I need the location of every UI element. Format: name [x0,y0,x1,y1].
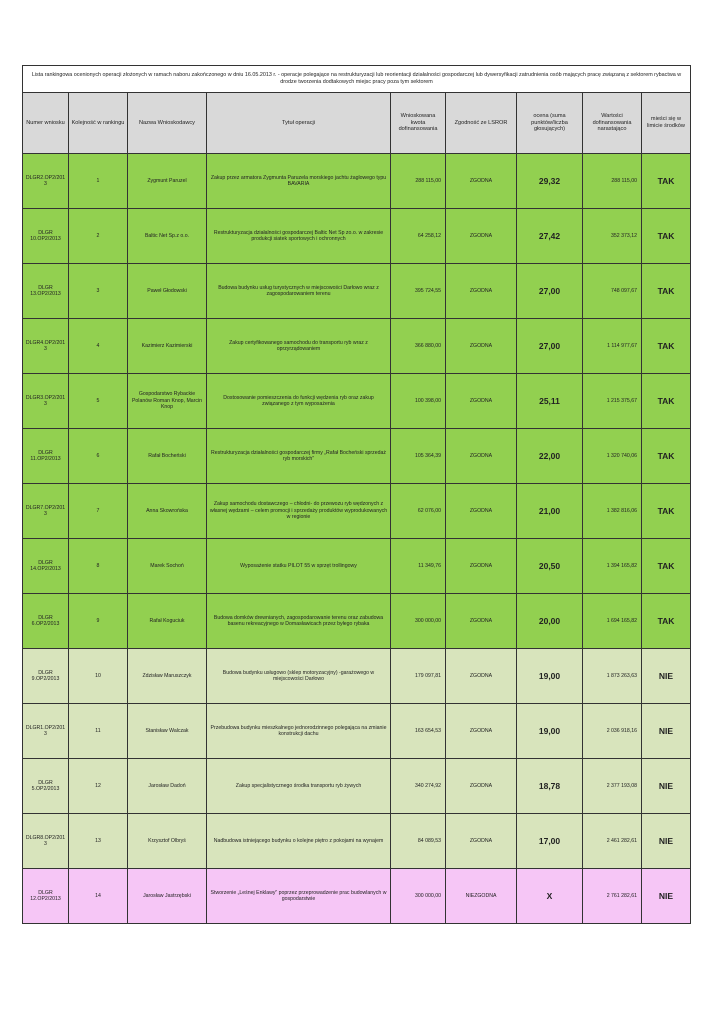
cell-lsror-compliance: ZGODNA [446,649,517,704]
cell-ranking-order: 10 [69,649,128,704]
cell-lsror-compliance: ZGODNA [446,814,517,869]
cell-score: 27,00 [517,319,583,374]
cell-ranking-order: 3 [69,264,128,319]
cell-within-limit: TAK [642,484,691,539]
cell-within-limit: NIE [642,869,691,924]
cell-applicant-name: Krzysztof Olbryś [128,814,207,869]
table-caption: Lista rankingowa ocenionych operacji złożonych w ramach naboru zakończonego w dniu 16.05.2013 r. - operacje polegające na restrukturyzacji lub reorientacji działalności gospodarczej lub dywersyfikacji zatrudnienia osób mających pracę związaną z sektorem rybactwa w drodze tworzenia dodtakowych miejsc pracy poza tym sektorem [23,66,691,93]
cell-score: 19,00 [517,649,583,704]
cell-cumulative-value: 2 461 282,61 [583,814,642,869]
cell-within-limit: TAK [642,594,691,649]
cell-lsror-compliance: ZGODNA [446,759,517,814]
cell-within-limit: TAK [642,374,691,429]
table-body [23,154,691,924]
cell-application-number: DLGR1.OP2/2013 [23,704,69,759]
cell-cumulative-value: 1 114 977,67 [583,319,642,374]
cell-applicant-name: Zdzisław Maruszczyk [128,649,207,704]
cell-within-limit: TAK [642,154,691,209]
cell-within-limit: NIE [642,649,691,704]
cell-lsror-compliance: NIEZGODNA [446,869,517,924]
cell-operation-title: Budowa domków drewnianych, zagospodarowanie terenu oraz zabudowa basenu rekreacyjnego w Domasławicach przez byłego rybaka [207,594,391,649]
cell-requested-amount: 100 398,00 [391,374,446,429]
cell-within-limit: TAK [642,319,691,374]
cell-within-limit: NIE [642,759,691,814]
cell-applicant-name: Jarosław Jastrzębski [128,869,207,924]
cell-score: 27,42 [517,209,583,264]
header-applicant-name: Nazwa Wnioskodawcy [128,93,207,154]
table-row [23,539,691,594]
cell-cumulative-value: 1 873 263,63 [583,649,642,704]
cell-lsror-compliance: ZGODNA [446,264,517,319]
cell-requested-amount: 64 258,12 [391,209,446,264]
cell-operation-title: Stworzenie „Leśnej Enklawy” poprzez przeprowadzenie prac budowlanych w gospodarstwie [207,869,391,924]
cell-operation-title: Przebudowa budynku mieszkalnego jednorodzinnego polegająca na zmianie konstrukcji dachu [207,704,391,759]
ranking-document [22,65,690,924]
cell-cumulative-value: 2 377 193,08 [583,759,642,814]
cell-operation-title: Zakup specjalistycznego środka transportu ryb żywych [207,759,391,814]
cell-cumulative-value: 288 115,00 [583,154,642,209]
cell-within-limit: NIE [642,814,691,869]
ranking-table [22,65,691,924]
cell-operation-title: Zakup samochodu dostawczego – chłodni- do przewozu ryb wędzonych z własnej wędzarni – celem promocji i sprzedaży produktów wyprodukowanych w regionie [207,484,391,539]
cell-applicant-name: Paweł Głodowski [128,264,207,319]
cell-application-number: DLGR2.OP2/2013 [23,154,69,209]
cell-cumulative-value: 352 373,12 [583,209,642,264]
table-row [23,484,691,539]
table-row [23,209,691,264]
cell-application-number: DLGR8.OP2/2013 [23,814,69,869]
cell-lsror-compliance: ZGODNA [446,374,517,429]
cell-score: 18,78 [517,759,583,814]
cell-ranking-order: 11 [69,704,128,759]
cell-cumulative-value: 1 394 165,82 [583,539,642,594]
cell-within-limit: TAK [642,539,691,594]
cell-applicant-name: Anna Skowrońska [128,484,207,539]
cell-application-number: DLGR3.OP2/2013 [23,374,69,429]
cell-requested-amount: 300 000,00 [391,869,446,924]
cell-cumulative-value: 2 036 918,16 [583,704,642,759]
table-row [23,704,691,759]
cell-applicant-name: Rafał Bocheński [128,429,207,484]
table-row [23,759,691,814]
cell-score: 19,00 [517,704,583,759]
cell-score: 20,50 [517,539,583,594]
cell-requested-amount: 62 076,00 [391,484,446,539]
cell-requested-amount: 340 274,92 [391,759,446,814]
cell-application-number: DLGR4.OP2/2013 [23,319,69,374]
cell-ranking-order: 8 [69,539,128,594]
cell-cumulative-value: 1 382 816,06 [583,484,642,539]
header-requested-amount: Wnioskowana kwota dofinansowania [391,93,446,154]
cell-cumulative-value: 748 097,67 [583,264,642,319]
cell-score: 17,00 [517,814,583,869]
cell-operation-title: Nadbudowa istniejącego budynku o kolejne piętro z pokojami na wynajem [207,814,391,869]
cell-requested-amount: 105 364,39 [391,429,446,484]
cell-requested-amount: 395 724,55 [391,264,446,319]
cell-application-number: DLGR 13.OP2/2013 [23,264,69,319]
cell-cumulative-value: 1 694 165,82 [583,594,642,649]
cell-cumulative-value: 2 761 282,61 [583,869,642,924]
cell-ranking-order: 4 [69,319,128,374]
table-row [23,594,691,649]
cell-lsror-compliance: ZGODNA [446,539,517,594]
cell-lsror-compliance: ZGODNA [446,319,517,374]
cell-applicant-name: Marek Sochoń [128,539,207,594]
cell-operation-title: Zakup przez armatora Zygmunta Paruzela morskiego jachtu żaglowego typu BAVARIA [207,154,391,209]
cell-application-number: DLGR 14.OP2/2013 [23,539,69,594]
cell-operation-title: Dostosowanie pomieszczenia do funkcji wędzenia ryb oraz zakup związanego z tym wyposażenia [207,374,391,429]
table-row [23,374,691,429]
cell-operation-title: Budowa budynku usługowo (sklep motoryzacyjny) -garażowego w miejscowości Darłowo [207,649,391,704]
cell-operation-title: Budowa budynku usług turystycznych w miejscowości Darłowo wraz z zagospodarowaniem terenu [207,264,391,319]
cell-requested-amount: 84 089,53 [391,814,446,869]
cell-applicant-name: Gospodarstwo Rybackie Polanów Roman Knop, Marcin Knop [128,374,207,429]
cell-requested-amount: 11 349,76 [391,539,446,594]
cell-application-number: DLGR 9.OP2/2013 [23,649,69,704]
cell-lsror-compliance: ZGODNA [446,594,517,649]
header-operation-title: Tytuł operacji [207,93,391,154]
cell-lsror-compliance: ZGODNA [446,484,517,539]
header-within-limit: mieści się w limicie środków [642,93,691,154]
cell-application-number: DLGR 10.OP2/2013 [23,209,69,264]
cell-applicant-name: Jarosław Dadoń [128,759,207,814]
cell-application-number: DLGR7.OP2/2013 [23,484,69,539]
table-row [23,429,691,484]
cell-application-number: DLGR 11.OP2/2013 [23,429,69,484]
cell-score: X [517,869,583,924]
cell-lsror-compliance: ZGODNA [446,209,517,264]
cell-operation-title: Zakup certyfikowanego samochodu do transportu ryb wraz z oprzyrządowaniem [207,319,391,374]
cell-lsror-compliance: ZGODNA [446,154,517,209]
cell-ranking-order: 6 [69,429,128,484]
cell-operation-title: Wyposażenie statku PILOT 55 w sprzęt trollingowy [207,539,391,594]
header-application-number: Numer wniosku [23,93,69,154]
cell-application-number: DLGR 12.OP2/2013 [23,869,69,924]
cell-score: 27,00 [517,264,583,319]
cell-applicant-name: Stanisław Walczak [128,704,207,759]
cell-requested-amount: 366 880,00 [391,319,446,374]
cell-score: 22,00 [517,429,583,484]
cell-ranking-order: 12 [69,759,128,814]
cell-ranking-order: 9 [69,594,128,649]
cell-applicant-name: Zygmunt Paruzel [128,154,207,209]
cell-ranking-order: 14 [69,869,128,924]
cell-score: 25,11 [517,374,583,429]
cell-lsror-compliance: ZGODNA [446,704,517,759]
cell-requested-amount: 300 000,00 [391,594,446,649]
cell-lsror-compliance: ZGODNA [446,429,517,484]
cell-within-limit: TAK [642,209,691,264]
table-row [23,814,691,869]
cell-operation-title: Restrukturyzacja działalności gospodarczej Baltic Net Sp zo.o. w zakresie produkcji siatek sportowych i ochronnych [207,209,391,264]
header-lsror-compliance: Zgodność ze LSROR [446,93,517,154]
cell-requested-amount: 179 097,81 [391,649,446,704]
table-row [23,649,691,704]
cell-within-limit: NIE [642,704,691,759]
table-row [23,869,691,924]
cell-ranking-order: 7 [69,484,128,539]
cell-ranking-order: 13 [69,814,128,869]
cell-score: 21,00 [517,484,583,539]
cell-application-number: DLGR 5.OP2/2013 [23,759,69,814]
header-cumulative-value: Wartości dofinansowania narastająco [583,93,642,154]
cell-cumulative-value: 1 320 740,06 [583,429,642,484]
table-row [23,264,691,319]
cell-operation-title: Restrukturyzacja działalności gospodarczej firmy „Rafał Bocheński sprzedaż ryb morskich” [207,429,391,484]
cell-application-number: DLGR 6.OP2/2013 [23,594,69,649]
table-row [23,319,691,374]
cell-applicant-name: Rafał Koguciuk [128,594,207,649]
cell-requested-amount: 163 654,53 [391,704,446,759]
cell-applicant-name: Kazimierz Kazimierski [128,319,207,374]
cell-ranking-order: 2 [69,209,128,264]
cell-applicant-name: Baltic Net Sp.z o.o. [128,209,207,264]
table-row [23,154,691,209]
cell-ranking-order: 1 [69,154,128,209]
header-score: ocena (suma punktów/liczba głosujących) [517,93,583,154]
cell-ranking-order: 5 [69,374,128,429]
cell-score: 29,32 [517,154,583,209]
header-ranking-order: Kolejność w rankingu [69,93,128,154]
cell-cumulative-value: 1 215 375,67 [583,374,642,429]
cell-score: 20,00 [517,594,583,649]
cell-requested-amount: 288 115,00 [391,154,446,209]
cell-within-limit: TAK [642,264,691,319]
cell-within-limit: TAK [642,429,691,484]
